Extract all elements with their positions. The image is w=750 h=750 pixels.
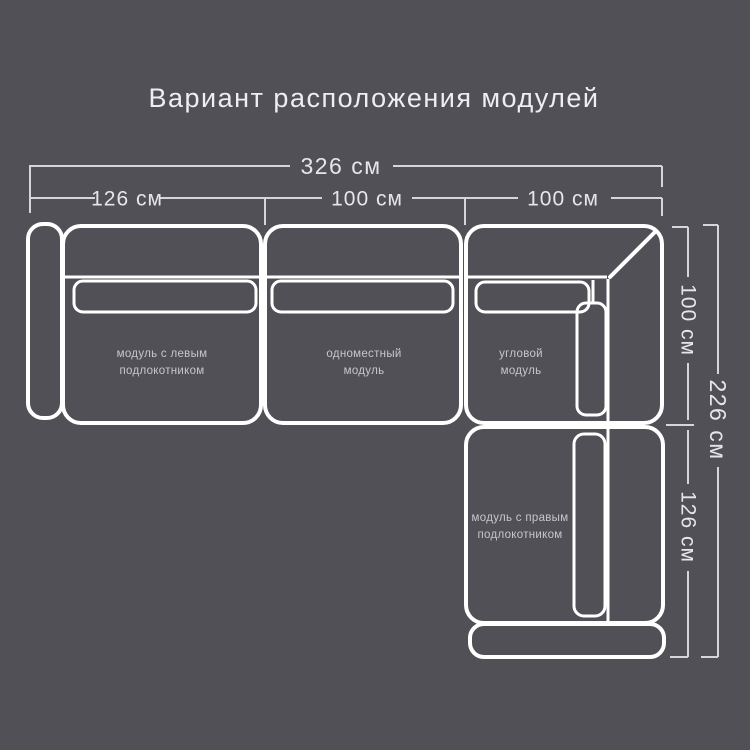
module-right-arm-label-line1: модуль с правым [471,512,569,524]
top-total-dimension-label: 326 см [300,153,382,179]
top-segment-1-label: 126 см [91,187,163,211]
module-right-arm-label-line2: подлокотником [477,529,563,541]
module-single-label-line1: одноместный [326,348,402,360]
module-left-arm-label-line1: модуль с левым [116,348,208,360]
module-corner-label-line2: модуль [500,365,542,377]
top-segment-2-label: 100 см [331,187,403,211]
diagram-title: Вариант расположения модулей [148,83,600,113]
module-corner-label-line1: угловой [499,348,543,360]
right-segment-1-label: 100 см [676,284,700,356]
module-single-label-line2: модуль [343,365,385,377]
right-segment-2-label: 126 см [676,491,700,563]
module-left-arm-label-line2: подлокотником [119,365,205,377]
right-total-dimension-label: 226 см [705,379,731,461]
top-segment-3-label: 100 см [527,187,599,211]
